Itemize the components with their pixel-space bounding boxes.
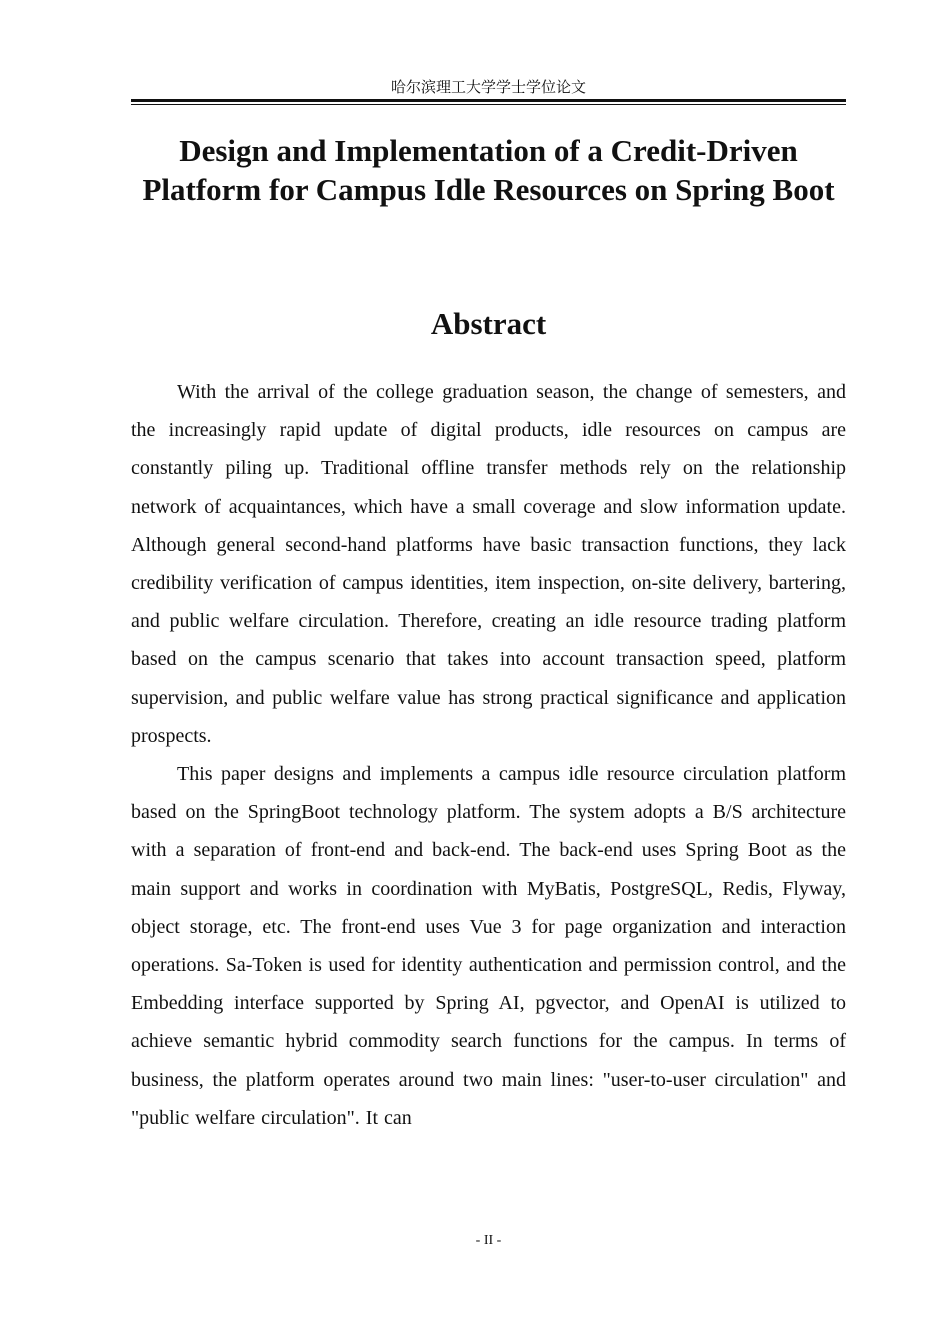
abstract-heading: Abstract xyxy=(430,306,547,341)
abstract-paragraph-1: With the arrival of the college graduation season, the change of semesters, and the increasingly rapid update of digital products, idle resources on campus are constantly piling up. Traditional offline transfer methods rely on the relationship network of acquaintances, which have a small coverage and slow information update. Although general second-hand platforms have basic transaction functions, they lack credibility verification of campus identities, item inspection, on-site delivery, bartering, and public welfare circulation. Therefore, creating an idle resource trading platform based on the campus scenario that takes into account transaction speed, platform supervision, and public welfare value has strong practical significance and application prospects. xyxy=(131,381,846,747)
thesis-title: Design and Implementation of a Credit-Driven Platform for Campus Idle Resources on Spring Boot xyxy=(142,133,835,207)
header-rule-thick xyxy=(131,99,846,102)
running-header: 哈尔滨理工大学学士学位论文 xyxy=(390,78,586,96)
abstract-paragraph-2: This paper designs and implements a campus idle resource circulation platform based on the SpringBoot technology platform. The system adopts a B/S architecture with a separation of front-end and back-end. The back-end uses Spring Boot as the main support and works in coordination with MyBatis, PostgreSQL, Redis, Flyway, object storage, etc. The front-end uses Vue 3 for page organization and interaction operations. Sa-Token is used for identity authentication and permission control, and the Embedding interface supported by Spring AI, pgvector, and OpenAI is utilized to achieve semantic hybrid commodity search functions for the campus. In terms of business, the platform operates around two main lines: "user-to-user circulation" and "public welfare circulation". It can xyxy=(131,763,846,1129)
abstract-body xyxy=(131,373,846,1137)
header-rule-thin xyxy=(131,104,846,105)
page-number: - II - xyxy=(475,1233,502,1248)
